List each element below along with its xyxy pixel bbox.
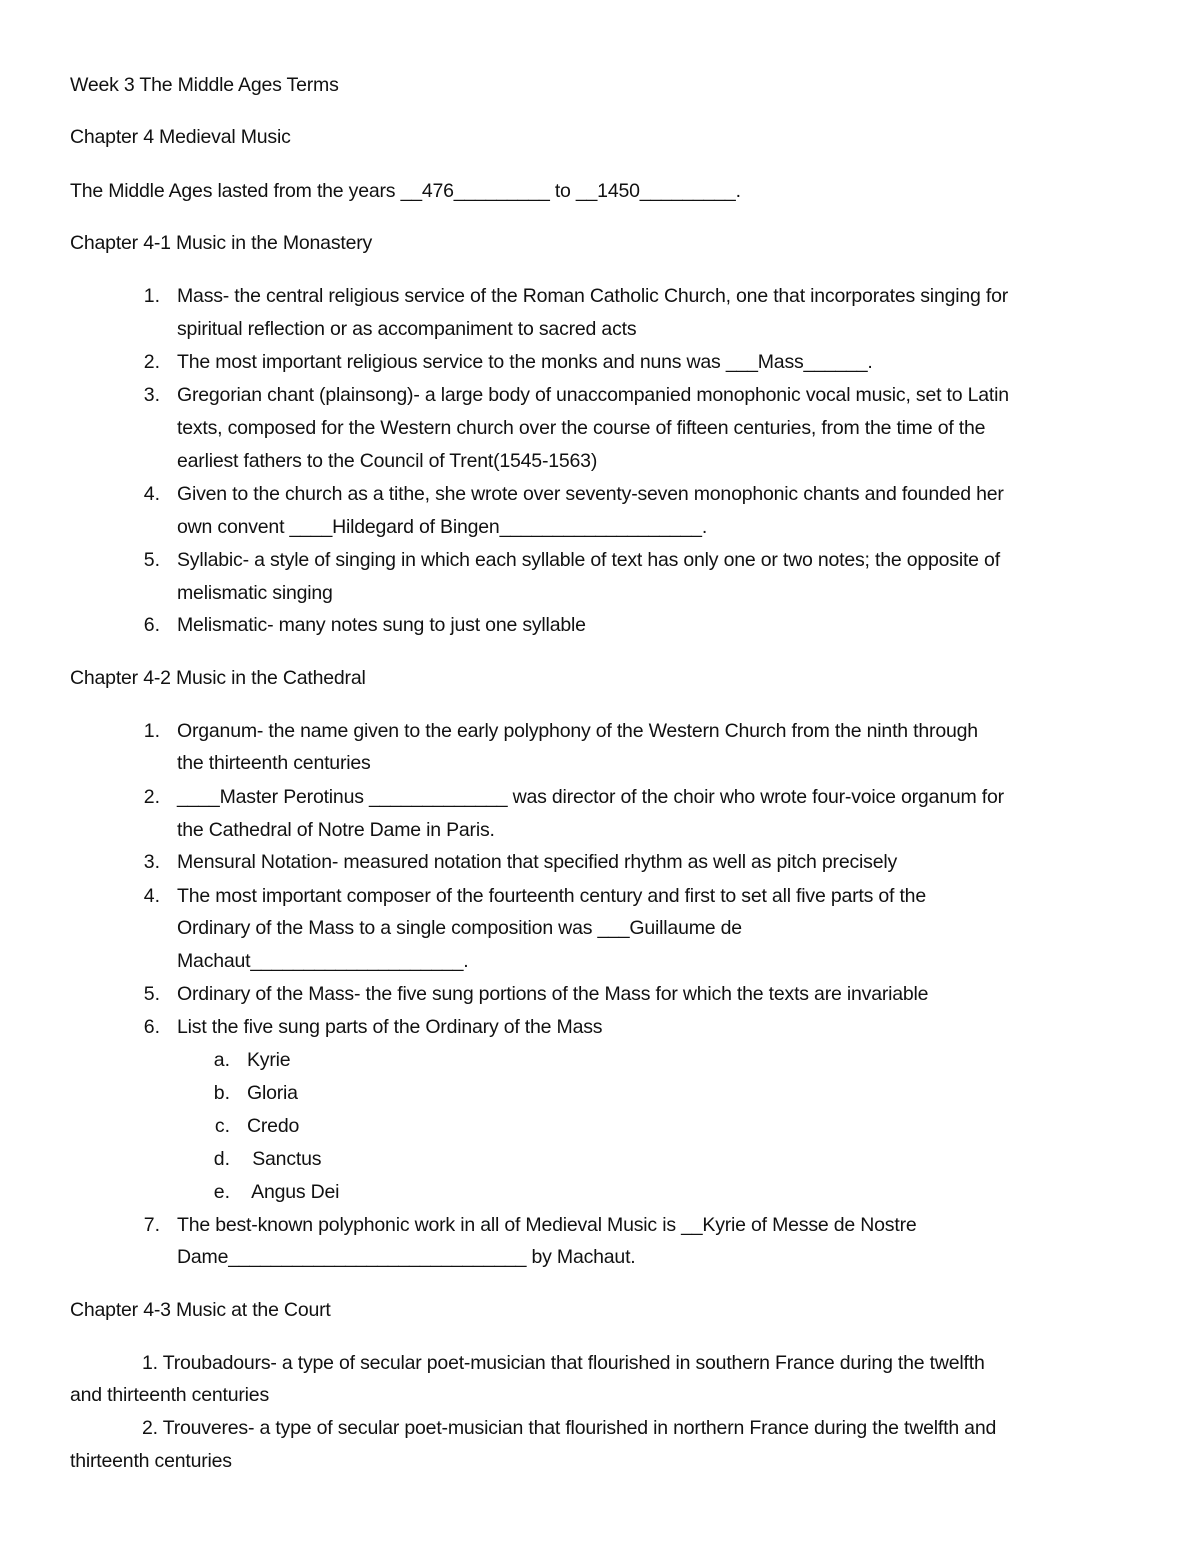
list-item-line: Dame____________________________ by Machaut. [177,1246,636,1268]
intro-sentence: The Middle Ages lasted from the years __476_________ to __1450_________. [70,180,741,202]
list-item-line: the thirteenth centuries [177,752,371,774]
list-item-line: melismatic singing [177,582,333,604]
list-item-line: earliest fathers to the Council of Trent(1545-1563) [177,450,598,472]
sublist-letter: d. [213,1148,230,1170]
list-item-line: Gregorian chant (plainsong)- a large body of unaccompanied monophonic vocal music, set to Latin [177,384,1009,406]
list-item-line: own convent ____Hildegard of Bingen___________________. [177,516,708,538]
sublist-item: Gloria [247,1082,298,1104]
sublist-letter: b. [213,1082,230,1104]
list-number: 6. [143,1016,160,1038]
list-number: 4. [143,885,160,907]
list-number: 7. [143,1214,160,1236]
list-item-line: Machaut____________________. [177,950,469,972]
list-item-line: Syllabic- a style of singing in which each syllable of text has only one or two notes; the opposite of [177,549,1000,571]
list-item-line: Ordinary of the Mass- the five sung portions of the Mass for which the texts are invariable [177,983,929,1005]
list-item-line: The best-known polyphonic work in all of Medieval Music is __Kyrie of Messe de Nostre [177,1214,917,1236]
paragraph-line: 2. Trouveres- a type of secular poet-musician that flourished in northern France during the twelfth and [142,1417,997,1439]
list-item-line: Mass- the central religious service of the Roman Catholic Church, one that incorporates singing for [177,285,1009,307]
sublist-item: Credo [247,1115,300,1137]
list-item-line: Given to the church as a tithe, she wrote over seventy-seven monophonic chants and founded her [177,483,1004,505]
list-number: 3. [143,851,160,873]
paragraph-line: thirteenth centuries [70,1450,232,1472]
list-number: 4. [143,483,160,505]
list-item-line: Organum- the name given to the early polyphony of the Western Church from the ninth through [177,720,978,742]
section-heading: Chapter 4-2 Music in the Cathedral [70,667,366,689]
paragraph-line: and thirteenth centuries [70,1384,269,1406]
list-number: 2. [143,786,160,808]
sublist-item: Angus Dei [247,1181,340,1203]
list-number: 5. [143,549,160,571]
paragraph-line: 1. Troubadours- a type of secular poet-musician that flourished in southern France during the twelfth [142,1352,985,1374]
document-title: Week 3 The Middle Ages Terms [70,74,339,96]
list-item-line: the Cathedral of Notre Dame in Paris. [177,819,495,841]
section-heading: Chapter 4-1 Music in the Monastery [70,232,373,254]
section-heading: Chapter 4-3 Music at the Court [70,1299,331,1321]
list-item-line: List the five sung parts of the Ordinary of the Mass [177,1016,603,1038]
chapter-heading: Chapter 4 Medieval Music [70,126,291,148]
list-number: 6. [143,614,160,636]
sublist-letter: c. [214,1115,230,1137]
list-number: 3. [143,384,160,406]
list-number: 1. [143,285,160,307]
list-item-line: Mensural Notation- measured notation that specified rhythm as well as pitch precisely [177,851,898,873]
list-item-line: ____Master Perotinus _____________ was director of the choir who wrote four-voice organum for [177,786,1004,808]
sublist-letter: a. [213,1049,230,1071]
list-item-line: spiritual reflection or as accompaniment to sacred acts [177,318,637,340]
sublist-item: Sanctus [247,1148,322,1170]
list-number: 5. [143,983,160,1005]
list-item-line: The most important composer of the fourteenth century and first to set all five parts of the [177,885,926,907]
list-number: 1. [143,720,160,742]
list-item-line: Ordinary of the Mass to a single composition was ___Guillaume de [177,917,742,939]
list-item-line: Melismatic- many notes sung to just one syllable [177,614,586,636]
list-item-line: The most important religious service to the monks and nuns was ___Mass______. [177,351,873,373]
sublist-letter: e. [213,1181,230,1203]
list-item-line: texts, composed for the Western church over the course of fifteen centuries, from the time of the [177,417,986,439]
sublist-item: Kyrie [247,1049,291,1071]
list-number: 2. [143,351,160,373]
